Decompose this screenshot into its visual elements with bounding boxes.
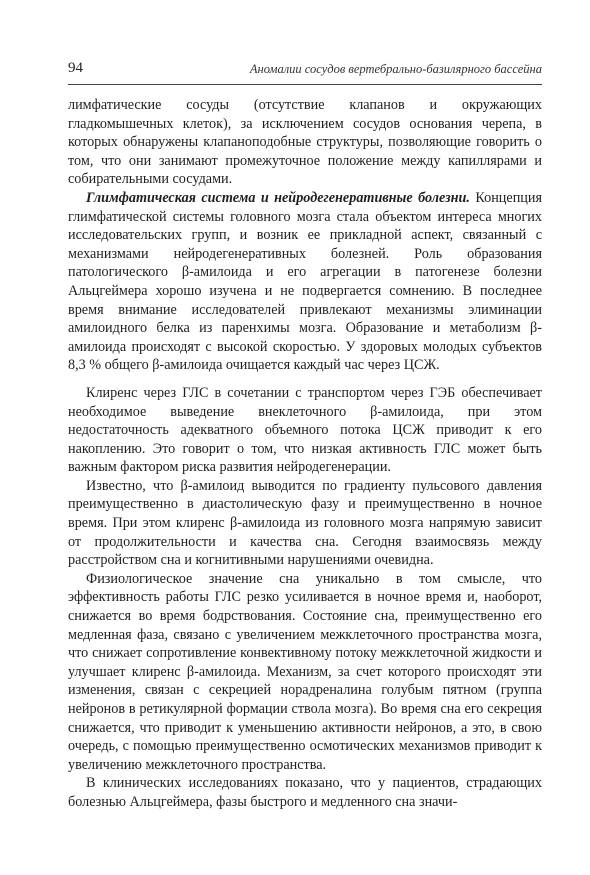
paragraph-clearance: Клиренс через ГЛС в сочетании с транспортом через ГЭБ обеспечивает необходимое выведение внеклеточного β-амилоида, при этом недостаточность адекватного объемного потока ЦСЖ приводит к его накоплению. Это говорит о том, что низкая активность ГЛС может быть важным фактором риска развития нейродегенерации. [68,384,542,476]
paragraph-glymphatic-text: Концепция глимфатической системы головного мозга стала объектом интереса многих исследовательских групп, и возник ее прикладной аспект, связанный с механизмами нейродегенеративных болезней. Роль образования патологического β-амилоида и его агрегации в патогенезе болезни Альцгеймера хорошо изучена и не подвергается сомнению. В последнее время внимание исследователей привлекают механизмы элиминации амилоидного белка из паренхимы мозга. Образование и метаболизм β-амилоида происходят с высокой скоростью. У здоровых молодых субъектов 8,3 % общего β-амилоида очищается каждый час через ЦСЖ. [68,189,542,374]
body-text [68,96,542,812]
paragraph-amyloid-sleep: Известно, что β-амилоид выводится по градиенту пульсового давления преимущественно в диастолическую фазу и преимущественно в ночное время. При этом клиренс β-амилоида из головного мозга напрямую зависит от продолжительности и качества сна. Сегодня взаимосвязь между расстройством сна и когнитивными нарушениями очевидна. [68,477,542,569]
paragraph-continuation: лимфатические сосуды (отсутствие клапанов и окружающих гладкомышечных клеток), за исключением сосудов основания черепа, в которых обнаружены клапаноподобные структуры, позволяющие говорить о том, что они занимают промежуточное положение между капиллярами и собирательными сосудами. [68,97,542,188]
page-number: 94 [68,60,83,76]
header-divider [68,84,542,85]
paragraph-sleep-physiology: Физиологическое значение сна уникально в том смысле, что эффективность работы ГЛС резко усиливается в ночное время и, наоборот, снижается во время бодрствования. Состояние сна, преимущественно его медленная фаза, связано с увеличением межклеточного пространства мозга, что снижает сопротивление конвективному потоку межклеточной жидкости и улучшает клиренс β-амилоида. Механизм, за счет которого происходят эти изменения, связан с секрецией норадреналина голубым пятном (группа нейронов в ретикулярной формации ствола мозга). Во время сна его секреция снижается, что приводит к уменьшению активности нейронов, а это, в свою очередь, с помощью преимущественно осмотических механизмов приводит к увеличению межклеточного пространства. [68,570,542,773]
running-title: Аномалии сосудов вертебрально-базилярного бассейна [249,62,542,76]
page-header [68,60,542,82]
paragraph-clinical-studies: В клинических исследованиях показано, что у пациентов, страдающих болезнью Альцгеймера, фазы быстрого и медленного сна значи- [68,775,542,810]
paragraph-glymphatic [68,189,542,375]
section-lead-heading: Глимфатическая система и нейродегенеративные болезни. [86,189,470,206]
